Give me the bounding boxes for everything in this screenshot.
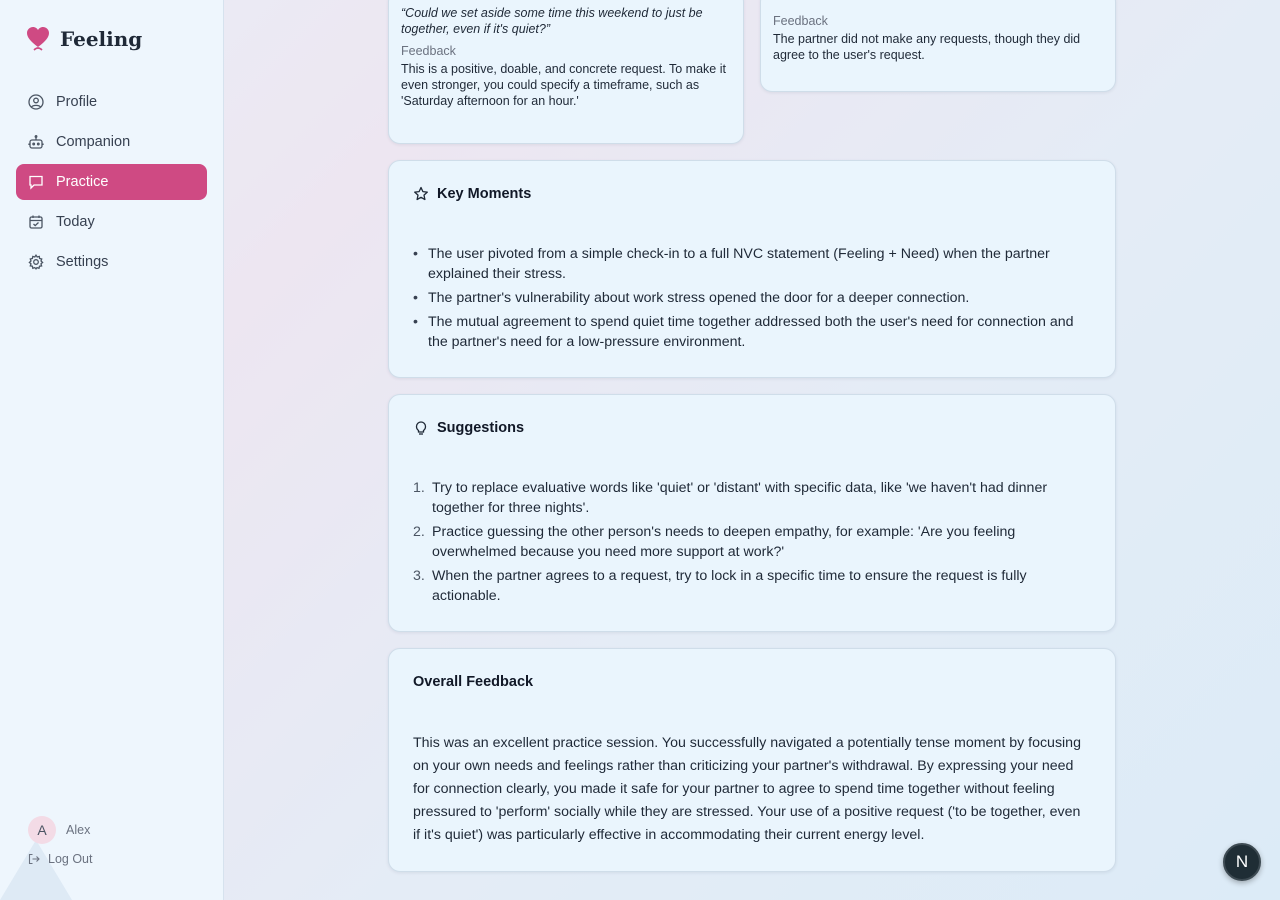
gear-icon — [28, 254, 44, 270]
list-item: 2. Practice guessing the other person's needs to deepen empathy, for example: 'Are you feeling overwhelmed because you need more support at work?' — [413, 524, 1016, 560]
user-profile[interactable] — [28, 816, 90, 844]
brand-logo[interactable] — [26, 26, 142, 52]
logout-button[interactable] — [28, 852, 92, 866]
main-nav — [16, 84, 207, 284]
star-icon — [413, 186, 429, 202]
sidebar-item-today[interactable] — [16, 204, 207, 240]
user-name: Alex — [66, 823, 91, 837]
feedback-label: Feedback — [773, 14, 828, 28]
key-moments-card — [388, 160, 1116, 378]
message-square-icon — [28, 174, 44, 190]
robot-icon — [28, 134, 44, 150]
heart-balloon-icon — [26, 26, 50, 52]
app-name: Feeling — [60, 27, 143, 51]
sidebar-item-label: Today — [56, 214, 95, 230]
sidebar-item-profile[interactable] — [16, 84, 207, 120]
dev-tools-button[interactable]: N — [1223, 843, 1261, 881]
sidebar-item-label: Practice — [56, 174, 109, 190]
overall-feedback-card — [388, 648, 1116, 872]
sidebar-item-label: Companion — [56, 134, 131, 150]
avatar: A — [28, 816, 56, 844]
request-quote: “Could we set aside some time this weekend to just be together, even if it's quiet?” — [401, 6, 703, 36]
partner-request-card — [760, 0, 1116, 92]
logout-icon — [28, 853, 40, 865]
feedback-label: Feedback — [401, 44, 456, 58]
key-moments-list — [413, 244, 1091, 352]
user-circle-icon — [28, 94, 44, 110]
key-moments-title: Key Moments — [413, 186, 1091, 202]
sidebar — [0, 0, 224, 900]
suggestions-title: Suggestions — [413, 420, 1091, 436]
suggestions-list — [413, 478, 1091, 606]
list-item: 1. Try to replace evaluative words like 'quiet' or 'distant' with specific data, like 'we haven't had dinner together for three nights'. — [413, 480, 1048, 516]
overall-feedback-text: This was an excellent practice session. You successfully navigated a potentially tense moment by focusing on your own needs and feelings rather than criticizing your partner's withdrawal. By expressing your need for connection clearly, you made it safe for your partner to agree to spend time together without feeling pressured to 'perform' socially while they are stressed. Your use of a positive request ('to be together, even if it's quiet') was particularly effective in accommodating their current energy level. — [413, 735, 1081, 843]
logout-label: Log Out — [48, 852, 93, 866]
feedback-text: This is a positive, doable, and concrete request. To make it even stronger, you could specify a timeframe, such as 'Saturday afternoon for an hour.' — [401, 62, 726, 108]
sidebar-item-label: Settings — [56, 254, 109, 270]
list-item: • The partner's vulnerability about work stress opened the door for a deeper connection. — [413, 288, 1091, 308]
lightbulb-icon — [413, 420, 429, 436]
list-item: • The user pivoted from a simple check-in to a full NVC statement (Feeling + Need) when the partner explained their stress. — [413, 244, 1091, 284]
list-item: 3. When the partner agrees to a request, try to lock in a specific time to ensure the request is fully actionable. — [413, 568, 1027, 604]
sidebar-item-label: Profile — [56, 94, 98, 110]
list-item: • The mutual agreement to spend quiet time together addressed both the user's need for connection and the partner's need for a low-pressure environment. — [413, 312, 1091, 352]
sidebar-item-companion[interactable] — [16, 124, 207, 160]
overall-feedback-title: Overall Feedback — [413, 674, 534, 690]
sidebar-item-settings[interactable] — [16, 244, 207, 280]
suggestions-card — [388, 394, 1116, 632]
decorative-shape — [0, 840, 72, 900]
sidebar-item-practice[interactable] — [16, 164, 207, 200]
feedback-text: The partner did not make any requests, though they did agree to the user's request. — [773, 32, 1081, 62]
calendar-check-icon — [28, 214, 44, 230]
user-request-card — [388, 0, 744, 144]
